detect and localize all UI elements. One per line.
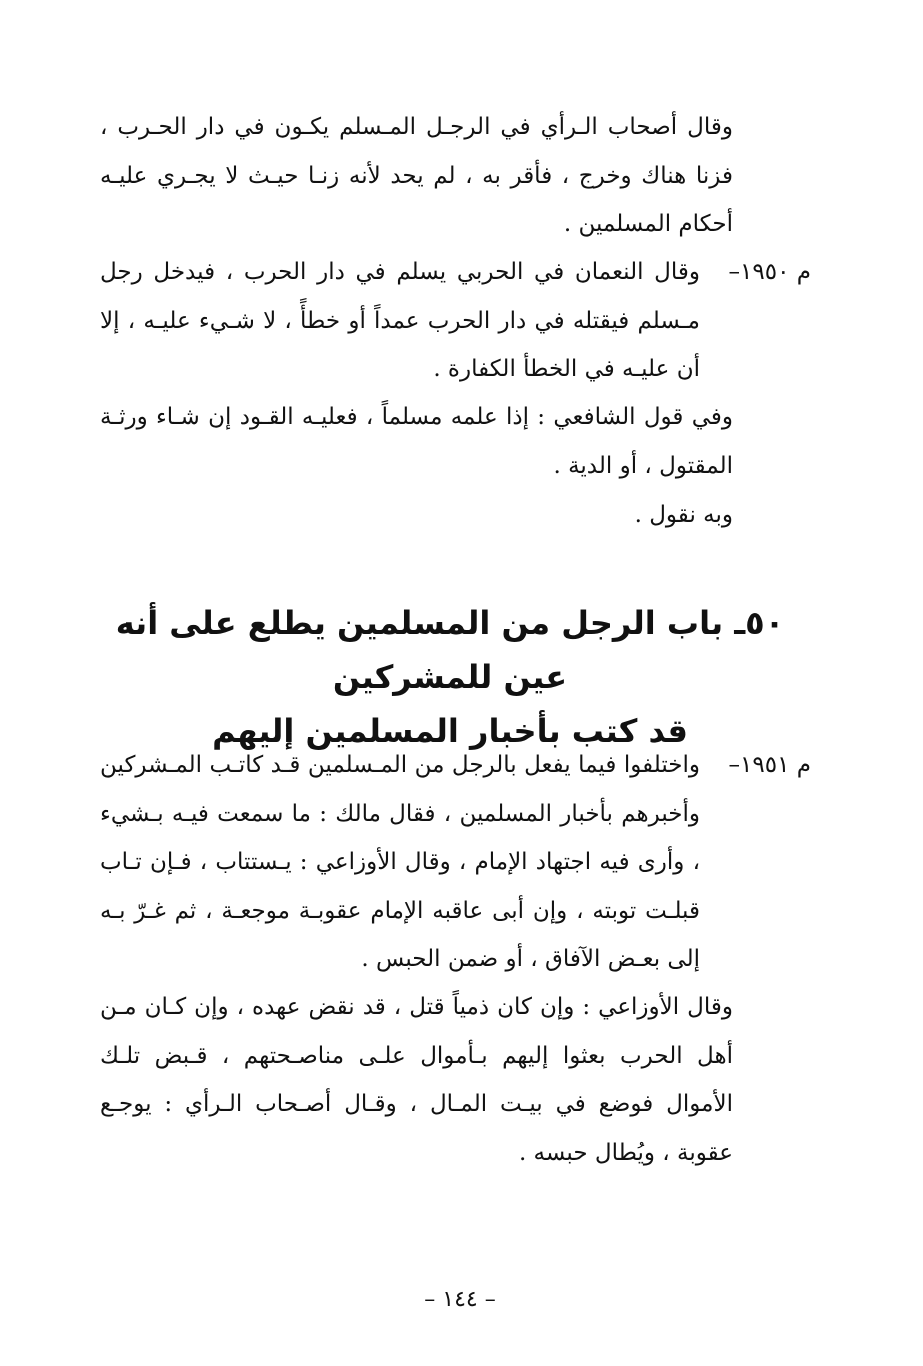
paragraph-awzai-dhimmi: وقال الأوزاعي : وإن كان ذمياً قتل ، قد نقض عهده ، وإن كـان مـن أهل الحرب بعثوا إليهم بـأموال علـى مناصـحتهم ، قـبض تلـك الأموال فوضع في بيـت المـال ، وقـال أصـحاب الـرأي : يوجـع عقوبة ، ويُطال حبسه .	[100, 994, 733, 1166]
paragraph-entry-1950-first-line	[100, 248, 700, 394]
paragraph-entry-1951: واختلفوا فيما يفعل بالرجل من المـسلمين قـد كاتـب المـشركين وأخبرهم بأخبار المسلمين ، فقال مالك : ما سمعت فيـه بـشيء ، وأرى فيه اجتهاد الإمام ، وقال الأوزاعي : يـستتاب ، فـإن تـاب قبلـت توبته ، وإن أبى عاقبه الإمام عقوبـة موجعـة ، ثم غـرّ بـه إلى بعـض الآفاق ، أو ضمن الحبس .	[100, 752, 700, 972]
paragraph-ahl-al-ray: وقال أصحاب الـرأي في الرجـل المـسلم يكـون في دار الحـرب ، فزنا هناك وخرج ، فأقر به ، لم يحد لأنه زنـا حيـث لا يجـري عليـه أحكام المسلمين .	[100, 114, 733, 237]
chapter-heading-line-2: قد كتب بأخبار المسلمين إليهم	[212, 712, 688, 750]
chapter-heading-line-1: ٥٠ـ باب الرجل من المسلمين يطلع على أنه عين للمشركين	[115, 604, 785, 696]
page-number: – ١٤٤ –	[424, 1287, 496, 1312]
entry-number-1950: م ١٩٥٠–	[728, 259, 811, 285]
entry-number-1951: م ١٩٥١–	[728, 752, 811, 778]
chapter-heading	[100, 596, 800, 758]
entry-1950-text: وقال النعمان في الحربي يسلم في دار الحرب ، فيدخل رجل مـسلم فيقتله في دار الحرب عمداً أو خطأً ، لا شـيء عليـه ، إلا أن عليـه في الخطأ الكفارة .	[100, 259, 700, 382]
paragraph-shafii: وفي قول الشافعي : إذا علمه مسلماً ، فعليـه القـود إن شـاء ورثـة المقتول ، أو الدية .	[100, 404, 733, 479]
paragraph-wa-bihi-naqul: وبه نقول .	[634, 502, 733, 528]
